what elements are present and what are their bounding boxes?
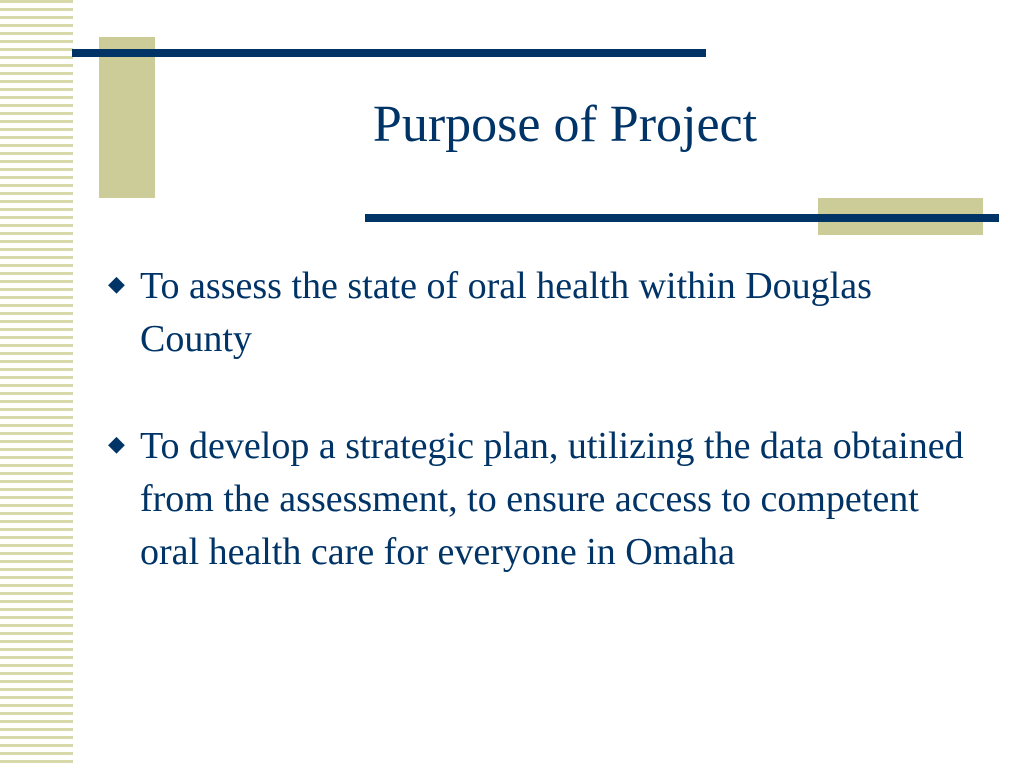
bullet-list: [106, 260, 986, 633]
bullet-item: [106, 420, 986, 579]
slide-title: Purpose of Project: [372, 96, 758, 153]
title-rule-bottom: [365, 214, 999, 222]
striped-side-band: [0, 0, 73, 768]
diamond-bullet-icon: ◆: [108, 431, 125, 456]
bullet-text: To assess the state of oral health within Douglas County: [140, 265, 872, 360]
bullet-text: To develop a strategic plan, utilizing the data obtained from the assessment, to ensure access to competent oral health care for everyone in Omaha: [140, 425, 964, 573]
accent-block-left: [99, 37, 155, 198]
diamond-bullet-icon: ◆: [108, 271, 125, 296]
bullet-item: [106, 260, 986, 366]
title-rule-top: [72, 49, 706, 57]
